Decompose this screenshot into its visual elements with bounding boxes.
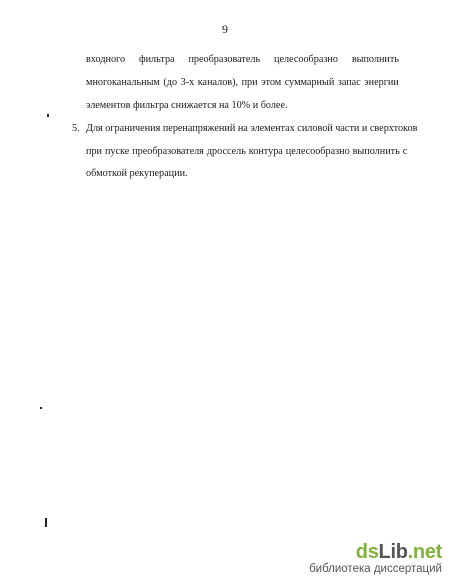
word: целесообразно: [274, 54, 338, 65]
logo-ds: ds: [355, 541, 379, 563]
word: фильтра: [138, 54, 175, 65]
list-item-line-2: при пуске преобразователя дроссель контура целесообразно выполнить с: [86, 146, 408, 157]
scan-speck: [47, 114, 49, 117]
watermark: [309, 541, 442, 576]
paragraph-line-3: элементов фильтра снижается на 10% и более.: [86, 100, 288, 111]
paragraph-line-1: [86, 53, 399, 66]
word: выполнить: [351, 54, 399, 65]
scan-speck: [40, 407, 42, 409]
scan-speck: [45, 518, 47, 527]
list-item-line-1: Для ограничения перенапряжений на элементах силовой части и сверхтоков: [86, 123, 418, 134]
list-item-number: 5.: [72, 123, 80, 134]
paragraph-line-2: многоканальным (до 3-х каналов), при этом суммарный запас энергии: [86, 77, 399, 88]
logo-lib: Lib: [378, 541, 408, 563]
watermark-logo: [309, 541, 442, 563]
word: преобразователь: [188, 54, 261, 65]
page-number: 9: [222, 22, 228, 36]
list-item-line-3: обмоткой рекуперации.: [86, 168, 188, 179]
word: входного: [86, 54, 126, 65]
watermark-subtitle: библиотека диссертаций: [309, 563, 442, 575]
logo-net: .net: [407, 541, 442, 563]
